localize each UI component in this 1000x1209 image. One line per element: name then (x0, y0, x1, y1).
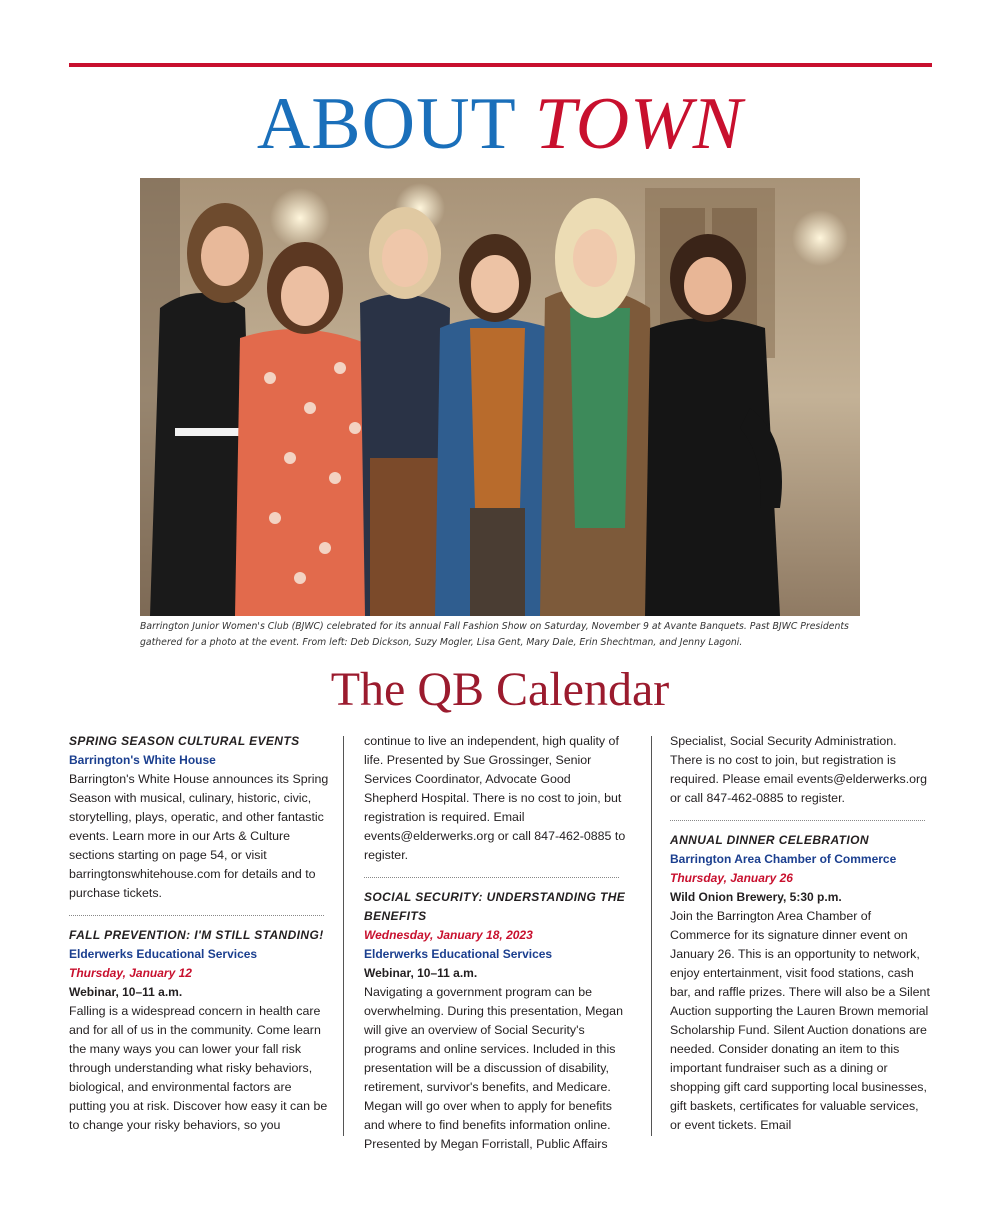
calendar-title: The QB Calendar (330, 663, 670, 716)
event-description: Join the Barrington Area Chamber of Commerce for its signature dinner event on January 26. This is an opportunity to network, enjoy entertainment, visit food stations, cash bar, and raffle prizes. There will also be a Silent Auction supporting the Lauren Brown memorial Scholarship Fund. Silent Auction donations are needed. Consider donating an item to this important fundraiser such as a dining or shopping gift card supporting local businesses, gift baskets, certificates for valuable services, or event tickets. Email (670, 909, 930, 1132)
photo-caption: Barrington Junior Women's Club (BJWC) celebrated for its annual Fall Fashion Show on Saturday, November 9 at Avante Banquets. Past BJWC Presidents gathered for a photo at the event. From left: Deb Dickson, Suzy Mogler, Lisa Gent, Mary Dale, Erin Shechtman, and Jenny Lagoni. (140, 621, 849, 648)
event-title: ANNUAL DINNER CELEBRATION (670, 833, 869, 847)
group-photo (140, 178, 860, 616)
event-location: Webinar, 10–11 a.m. (364, 966, 478, 980)
event-description-continued: continue to live an independent, high quality of life. Presented by Sue Grossinger, Senior Services Coordinator, Advocate Good Shepherd Hospital. There is no cost to join, but registration is required. Email events@elderwerks.org or call 847-462-0885 to register. (364, 734, 626, 862)
column-1 (69, 732, 331, 1135)
top-rule (69, 63, 932, 67)
event-organizer: Elderwerks Educational Services (364, 947, 553, 961)
column-divider (343, 736, 344, 1136)
event-title: FALL PREVENTION: I'M STILL STANDING! (69, 928, 324, 942)
photo-illustration (140, 178, 860, 616)
event-description-continued: Specialist, Social Security Administration. There is no cost to join, but registration is required. Please email events@elderwerks.org or call 847-462-0885 to register. (670, 734, 928, 805)
column-2 (364, 732, 626, 1154)
event-location: Webinar, 10–11 a.m. (69, 985, 183, 999)
event-title: SPRING SEASON CULTURAL EVENTS (69, 734, 300, 748)
event-organizer: Barrington's White House (69, 753, 216, 767)
event-description: Barrington's White House announces its Spring Season with musical, culinary, historic, civic, storytelling, plays, operatic, and other fantastic events. Learn more in our Arts & Culture sections starting on page 54, or visit barringtonswhitehouse.com for details and to purchase tickets. (69, 772, 329, 900)
event-organizer: Elderwerks Educational Services (69, 947, 258, 961)
event-date: Thursday, January 12 (69, 966, 192, 980)
event-location: Wild Onion Brewery, 5:30 p.m. (670, 890, 842, 904)
dotted-separator (69, 915, 324, 916)
event-description: Falling is a widespread concern in health care and for all of us in the community. Come learn the many ways you can lower your fall risk through understanding what risky behaviors, biological, and environmental factors are putting you at risk. Discover how easy it can be to change your risky behaviors, so you (69, 1004, 328, 1132)
column-3 (670, 732, 932, 1135)
dotted-separator (364, 877, 619, 878)
event-date: Wednesday, January 18, 2023 (364, 928, 533, 942)
event-title: SOCIAL SECURITY: UNDERSTANDING THE BENEFITS (364, 890, 626, 923)
page-title (0, 82, 1000, 166)
event-description: Navigating a government program can be overwhelming. During this presentation, Megan will give an overview of Social Security's programs and online services. Included in this presentation will be a discussion of disability, retirement, survivor's benefits, and Medicare. Megan will go over when to apply for benefits and where to find benefits information online. Presented by Megan Forristall, Public Affairs (364, 985, 623, 1151)
title-town: TOWN (534, 83, 744, 165)
dotted-separator (670, 820, 925, 821)
column-divider (651, 736, 652, 1136)
event-organizer: Barrington Area Chamber of Commerce (670, 852, 897, 866)
title-about: ABOUT (256, 83, 535, 165)
event-date: Thursday, January 26 (670, 871, 793, 885)
